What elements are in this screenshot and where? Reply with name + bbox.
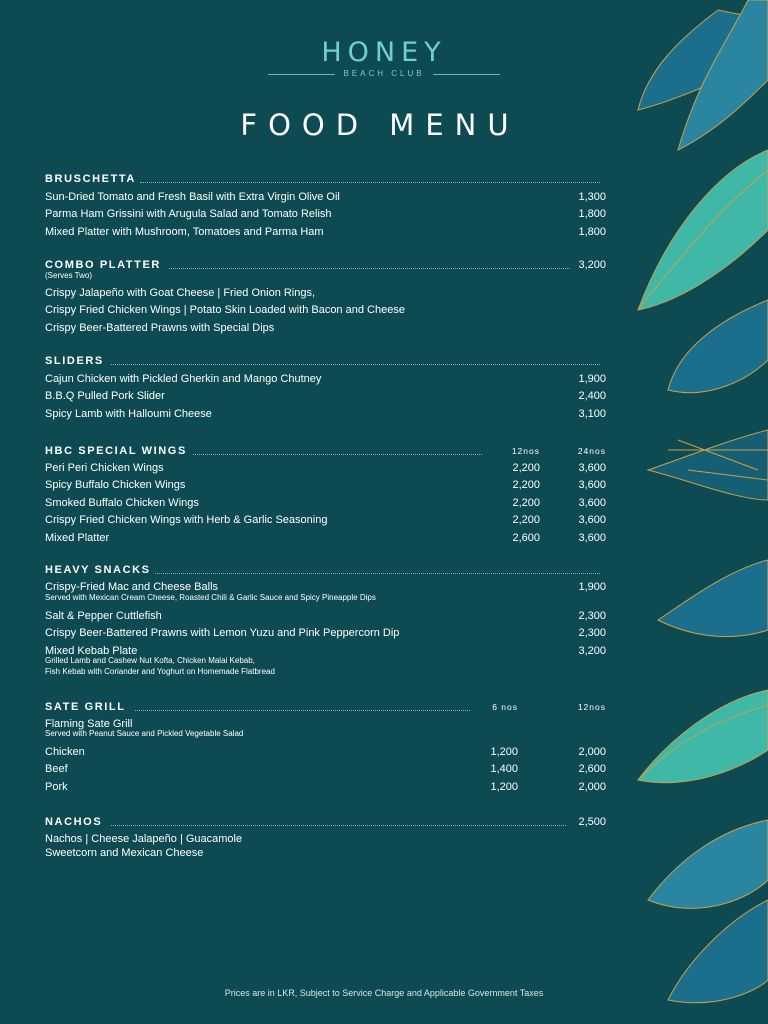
item-note: Grilled Lamb and Cashew Nut Kofta, Chicken Malai Kebab, xyxy=(45,656,255,665)
item-note: Served with Peanut Sauce and Pickled Vegetable Salad xyxy=(45,729,244,738)
page-title: FOOD MENU xyxy=(240,108,520,142)
brand-subtitle: BEACH CLUB xyxy=(343,69,425,78)
menu-item: Mixed Platter with Mushroom, Tomatoes and Parma Ham 1,800 xyxy=(45,226,606,238)
combo-line: Crispy Beer-Battered Prawns with Special Dips xyxy=(45,322,275,334)
menu-item: Beef 1,400 2,600 xyxy=(45,763,606,775)
combo-note: (Serves Two) xyxy=(45,271,92,280)
nachos-line: Nachos | Cheese Jalapeño | Guacamole xyxy=(45,833,243,845)
sate-dish: Flaming Sate Grill xyxy=(45,718,133,730)
menu-item: Cajun Chicken with Pickled Gherkin and Mango Chutney 1,900 xyxy=(45,373,606,385)
menu-item: Mixed Kebab Plate 3,200 xyxy=(45,645,606,657)
menu-item: Pork 1,200 2,000 xyxy=(45,781,606,793)
menu-item: Chicken 1,200 2,000 xyxy=(45,746,606,758)
menu-item: Peri Peri Chicken Wings 2,200 3,600 xyxy=(45,462,606,474)
menu-item: Crispy Fried Chicken Wings with Herb & Garlic Seasoning 2,200 3,600 xyxy=(45,514,606,526)
nachos-line: Sweetcorn and Mexican Cheese xyxy=(45,847,204,859)
menu-item: Parma Ham Grissini with Arugula Salad and Tomato Relish 1,800 xyxy=(45,208,606,220)
item-note: Fish Kebab with Coriander and Yoghurt on Homemade Flatbread xyxy=(45,667,275,676)
menu-item: Crispy Beer-Battered Prawns with Lemon Yuzu and Pink Peppercorn Dip 2,300 xyxy=(45,627,606,639)
section-sliders-heading: SLIDERS xyxy=(45,353,606,369)
combo-line: Crispy Fried Chicken Wings | Potato Skin Loaded with Bacon and Cheese xyxy=(45,304,405,316)
section-sate-heading: SATE GRILL 6 nos 12nos xyxy=(45,701,606,713)
palm-leaves-decoration xyxy=(608,0,768,1024)
section-bruschetta-heading: BRUSCHETTA xyxy=(45,171,606,187)
menu-item: B.B.Q Pulled Pork Slider 2,400 xyxy=(45,390,606,402)
menu-item: Salt & Pepper Cuttlefish 2,300 xyxy=(45,610,606,622)
menu-item: Crispy-Fried Mac and Cheese Balls 1,900 xyxy=(45,581,606,593)
brand-name: HONEY xyxy=(321,37,447,68)
menu-item: Smoked Buffalo Chicken Wings 2,200 3,600 xyxy=(45,497,606,509)
combo-line: Crispy Jalapeño with Goat Cheese | Fried Onion Rings, xyxy=(45,287,316,299)
brand-logo xyxy=(268,38,500,79)
menu-item: Mixed Platter 2,600 3,600 xyxy=(45,532,606,544)
section-heavy-heading: HEAVY SNACKS xyxy=(45,562,606,578)
section-wings-heading: HBC SPECIAL WINGS 12nos 24nos xyxy=(45,445,606,457)
menu-item: Spicy Lamb with Halloumi Cheese 3,100 xyxy=(45,408,606,420)
section-nachos-heading: NACHOS 2,500 xyxy=(45,816,606,828)
footer-note: Prices are in LKR, Subject to Service Charge and Applicable Government Taxes xyxy=(224,988,544,998)
section-combo-heading: COMBO PLATTER 3,200 xyxy=(45,259,606,271)
menu-item: Sun-Dried Tomato and Fresh Basil with Extra Virgin Olive Oil 1,300 xyxy=(45,191,606,203)
menu-item: Spicy Buffalo Chicken Wings 2,200 3,600 xyxy=(45,479,606,491)
item-note: Served with Mexican Cream Cheese, Roasted Chili & Garlic Sauce and Spicy Pineapple Dips xyxy=(45,593,376,602)
